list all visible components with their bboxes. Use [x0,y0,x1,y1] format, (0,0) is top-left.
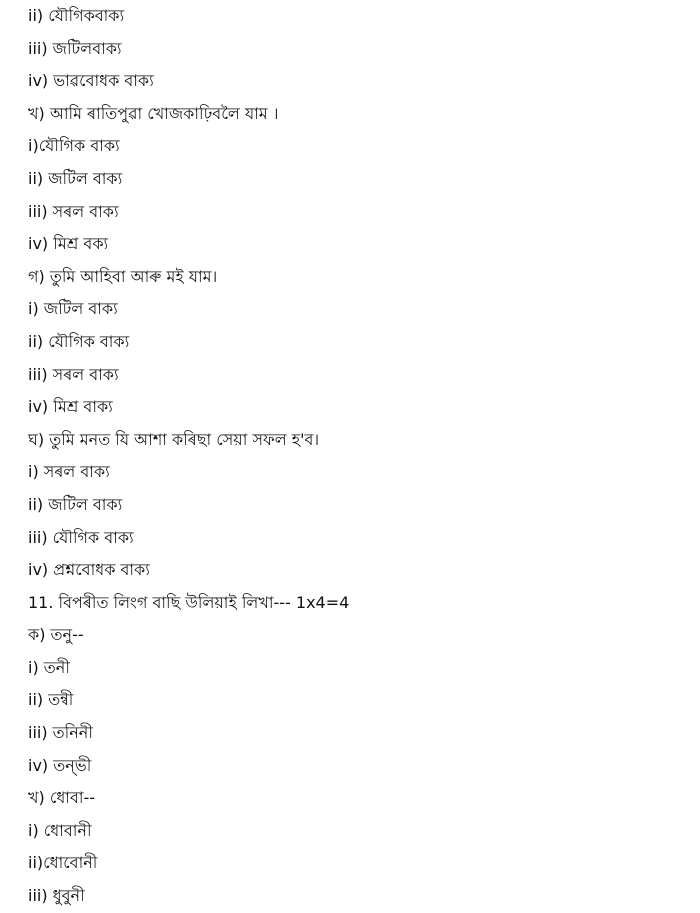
option-line: iv) মিশ্ৰ বক্য [28,234,109,254]
option-line: i)যৌগিক বাক্য [28,136,120,156]
option-line: ii) যৌগিক বাক্য [28,331,130,351]
option-line: ii) তন্বী [28,690,74,710]
question-line: গ) তুমি আহিবা আৰু মই যাম। [28,266,218,286]
option-line: i) জটিল বাক্য [28,299,118,319]
option-line: ii) জটিল বাক্য [28,168,123,188]
section-heading: 11. বিপৰীত লিংগ বাছি উলিয়াই লিখা--- 1x4=4 [28,592,350,612]
document-page [28,0,678,913]
option-line: ii)ধোবোনী [28,853,98,873]
option-line: iii) তনিনী [28,723,93,743]
option-line: iv) প্ৰশ্নবোধক বাক্য [28,560,150,580]
option-line: iii) জটিলবাক্য [28,38,122,58]
option-line: iii) সৰল বাক্য [28,364,119,384]
question-line: ক) তনু-- [28,625,84,645]
question-line: খ) ধোবা-- [28,788,96,808]
option-line: iii) ধুবুনী [28,886,85,906]
option-line: i) ধোবানী [28,820,92,840]
option-line: iii) যৌগিক বাক্য [28,527,134,547]
option-line: i) তনী [28,657,70,677]
option-line: iv) তন্‌ভী [28,755,92,775]
option-line: ii) জটিল বাক্য [28,494,123,514]
option-line: i) সৰল বাক্য [28,462,110,482]
option-line: iv) ভাৱবোধক বাক্য [28,71,154,91]
question-line: খ) আমি ৰাতিপুৱা খোজকাঢ়িবলৈ যাম । [28,103,279,123]
option-line: iii) সৰল বাক্য [28,201,119,221]
option-line: iv) মিশ্ৰ বাক্য [28,397,113,417]
question-line: ঘ) তুমি মনত যি আশা কৰিছা সেয়া সফল হ'ব। [28,429,320,449]
option-line: ii) যৌগিকবাক্য [28,6,125,25]
